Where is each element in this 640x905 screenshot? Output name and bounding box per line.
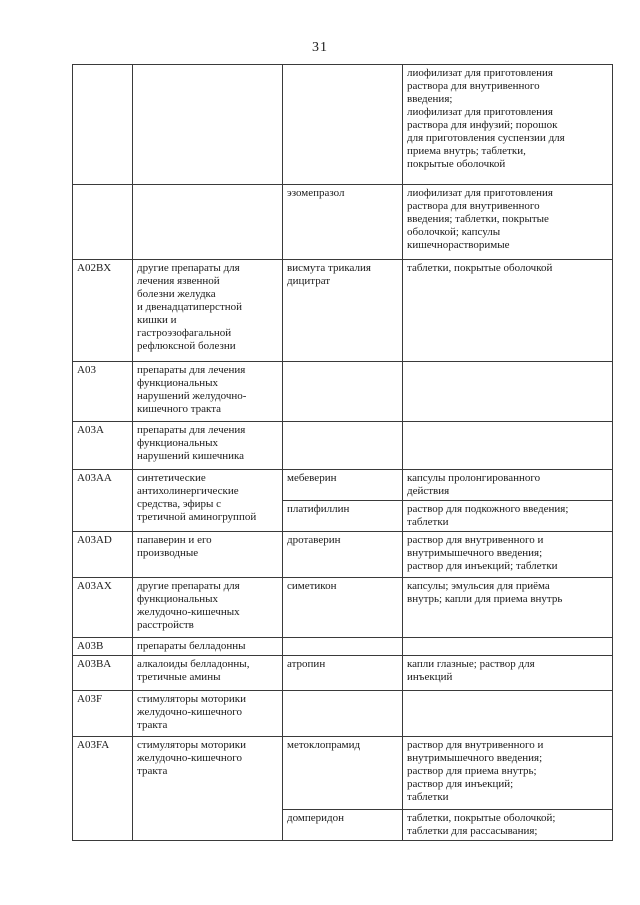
drug-name-cell: симетикон (283, 578, 403, 638)
pharm-group-cell: препараты белладонны (133, 638, 283, 656)
table-row (73, 260, 613, 362)
atc-code-cell: A03AA (73, 470, 133, 532)
atc-code-cell: A03F (73, 691, 133, 737)
atc-code-cell: A02BX (73, 260, 133, 362)
atc-code-cell: A03 (73, 362, 133, 422)
table-row (73, 65, 613, 185)
pharm-group-cell: другие препараты для функциональных желудочно-кишечных расстройств (133, 578, 283, 638)
pharm-group-cell: алкалоиды белладонны, третичные амины (133, 656, 283, 691)
atc-code-cell: A03BA (73, 656, 133, 691)
drug-name-cell: домперидон (283, 810, 403, 841)
table-row (73, 422, 613, 470)
drug-name-cell (283, 422, 403, 470)
drug-name-cell: атропин (283, 656, 403, 691)
dosage-form-cell: раствор для внутривенного и внутримышечного введения; раствор для приема внутрь; раствор для инъекций; таблетки (403, 737, 613, 810)
pharm-group-cell: препараты для лечения функциональных нарушений кишечника (133, 422, 283, 470)
pharm-group-cell: стимуляторы моторики желудочно-кишечного тракта (133, 691, 283, 737)
dosage-form-cell: таблетки, покрытые оболочкой; таблетки для рассасывания; (403, 810, 613, 841)
pharm-group-cell: препараты для лечения функциональных нарушений желудочно- кишечного тракта (133, 362, 283, 422)
table-row (73, 737, 613, 810)
drug-name-cell: висмута трикалия дицитрат (283, 260, 403, 362)
page-number: 31 (312, 40, 328, 55)
drug-name-cell: дротаверин (283, 532, 403, 578)
table-row (73, 638, 613, 656)
drug-name-cell (283, 362, 403, 422)
dosage-form-cell (403, 691, 613, 737)
table-row (73, 691, 613, 737)
drug-name-cell: метоклопрамид (283, 737, 403, 810)
dosage-form-cell (403, 638, 613, 656)
dosage-form-cell: таблетки, покрытые оболочкой (403, 260, 613, 362)
dosage-form-cell: капсулы пролонгированного действия (403, 470, 613, 501)
pharm-group-cell (133, 65, 283, 185)
dosage-form-cell (403, 422, 613, 470)
dosage-form-cell: лиофилизат для приготовления раствора для внутривенного введения; таблетки, покрытые оболочкой; капсулы кишечнорастворимые (403, 185, 613, 260)
atc-code-cell (73, 185, 133, 260)
drug-name-cell: эзомепразол (283, 185, 403, 260)
pharm-group-cell: синтетические антихолинергические средства, эфиры с третичной аминогруппой (133, 470, 283, 532)
dosage-form-cell: раствор для подкожного введения; таблетки (403, 501, 613, 532)
atc-code-cell: A03B (73, 638, 133, 656)
table-row (73, 578, 613, 638)
table-row (73, 656, 613, 691)
table-row (73, 470, 613, 501)
drug-name-cell (283, 65, 403, 185)
drug-name-cell: мебеверин (283, 470, 403, 501)
drug-name-cell (283, 638, 403, 656)
table-row (73, 185, 613, 260)
pharm-group-cell: стимуляторы моторики желудочно-кишечного тракта (133, 737, 283, 841)
atc-code-cell: A03AD (73, 532, 133, 578)
dosage-form-cell: раствор для внутривенного и внутримышечного введения; раствор для инъекций; таблетки (403, 532, 613, 578)
dosage-form-cell: лиофилизат для приготовления раствора для внутривенного введения; лиофилизат для приготовления раствора для инфузий; порошок для приготовления суспензии для приема внутрь; таблетки, покрытые оболочкой (403, 65, 613, 185)
table-body (73, 65, 613, 841)
dosage-form-cell: капсулы; эмульсия для приёма внутрь; капли для приема внутрь (403, 578, 613, 638)
atc-code-cell (73, 65, 133, 185)
atc-code-cell: A03FA (73, 737, 133, 841)
table-row (73, 362, 613, 422)
drug-table (72, 64, 613, 841)
pharm-group-cell: другие препараты для лечения язвенной болезни желудка и двенадцатиперстной кишки и гастроэзофагальной рефлюксной болезни (133, 260, 283, 362)
drug-name-cell: платифиллин (283, 501, 403, 532)
pharm-group-cell (133, 185, 283, 260)
atc-code-cell: A03A (73, 422, 133, 470)
atc-code-cell: A03AX (73, 578, 133, 638)
drug-name-cell (283, 691, 403, 737)
dosage-form-cell (403, 362, 613, 422)
dosage-form-cell: капли глазные; раствор для инъекций (403, 656, 613, 691)
pharm-group-cell: папаверин и его производные (133, 532, 283, 578)
table-row (73, 532, 613, 578)
